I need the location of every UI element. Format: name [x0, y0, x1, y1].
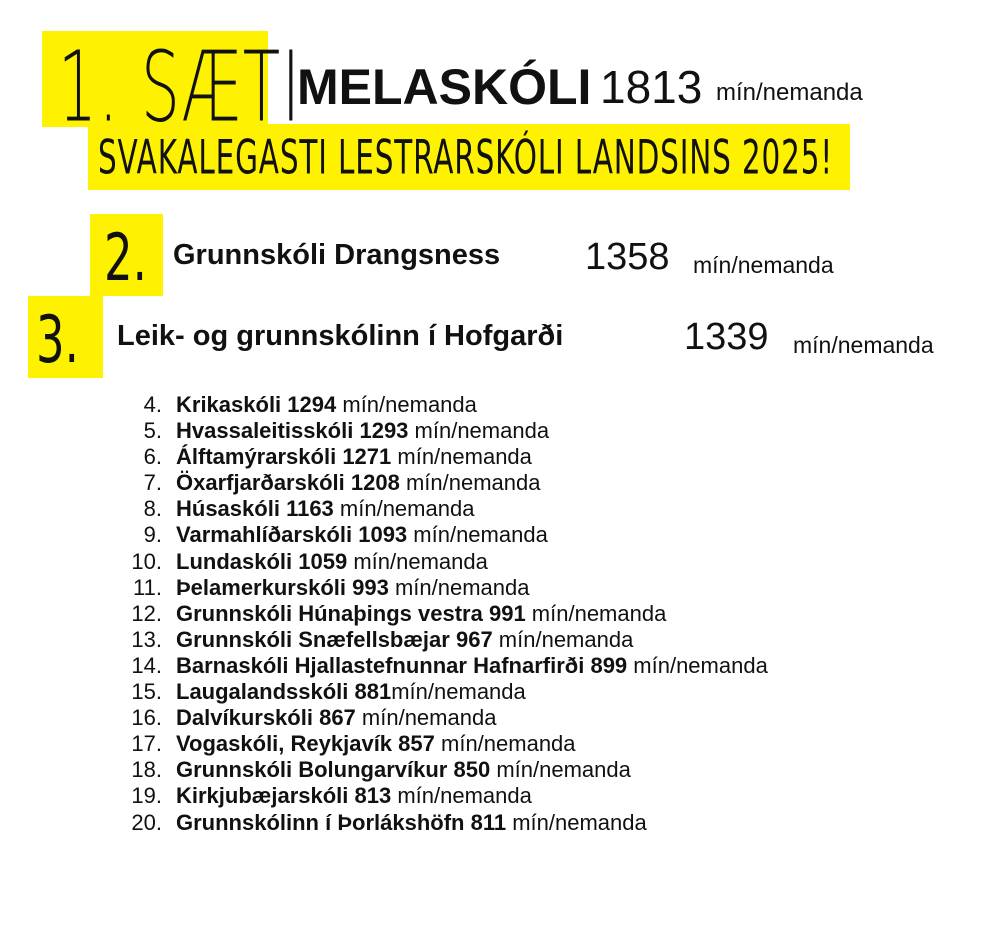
list-item	[110, 444, 768, 470]
school-name: Dalvíkurskóli	[176, 705, 313, 731]
second-value: 1358	[585, 236, 670, 278]
list-item	[110, 653, 768, 679]
list-item	[110, 601, 768, 627]
minutes-value: 1271	[342, 444, 392, 470]
rank-number: 20.	[131, 809, 162, 835]
school-name: Álftamýrarskóli	[176, 444, 337, 470]
list-item	[110, 627, 768, 653]
minutes-value: 899	[590, 652, 628, 678]
minutes-value: 993	[352, 574, 389, 600]
second-unit: mín/nemanda	[693, 252, 834, 278]
rank-number: 19.	[131, 783, 162, 809]
minutes-value: 857	[398, 731, 435, 757]
list-item	[110, 705, 768, 731]
list-item	[110, 575, 768, 601]
third-rank-label: 3.	[36, 302, 79, 378]
rank-number: 4.	[143, 392, 162, 417]
school-name: Grunnskóli Snæfellsbæjar	[176, 626, 450, 652]
banner-text: SVAKALEGASTI LESTRARSKÓLI LANDSINS 2025!	[98, 132, 833, 186]
list-item	[110, 392, 768, 418]
minutes-value: 991	[488, 600, 526, 626]
third-school: Leik- og grunnskólinn í Hofgarði	[117, 320, 564, 352]
first-value: 1813	[600, 61, 703, 113]
ranking-list	[110, 392, 768, 836]
first-school: MELASKÓLI	[297, 59, 592, 115]
unit-label: mín/nemanda	[347, 548, 488, 574]
unit-label: mín/nemanda	[336, 392, 477, 417]
second-rank-label: 2.	[104, 220, 147, 296]
school-name: Vogaskóli, Reykjavík	[176, 731, 393, 757]
minutes-value: 881	[354, 679, 392, 705]
unit-label: mín/nemanda	[391, 444, 532, 470]
minutes-value: 1293	[359, 418, 409, 444]
rank-number: 8.	[143, 496, 162, 522]
minutes-value: 813	[354, 783, 392, 809]
minutes-value: 867	[319, 705, 356, 731]
list-item	[110, 731, 768, 757]
unit-label: mín/nemanda	[333, 496, 475, 522]
list-item	[110, 549, 768, 575]
unit-label: mín/nemanda	[525, 600, 667, 626]
school-name: Grunnskólinn í Þorlákshöfn	[176, 809, 465, 835]
list-item	[110, 470, 768, 496]
unit-label: mín/nemanda	[355, 705, 497, 731]
rank-number: 9.	[143, 522, 162, 548]
unit-label: mín/nemanda	[391, 783, 532, 809]
minutes-value: 1093	[358, 522, 408, 548]
list-item	[110, 522, 768, 548]
school-name: Lundaskóli	[176, 548, 293, 574]
unit-label: mín/nemanda	[506, 809, 647, 835]
unit-label: mín/nemanda	[490, 757, 631, 783]
rank-number: 16.	[131, 705, 162, 731]
rank-number: 17.	[131, 731, 162, 757]
rank-number: 11.	[133, 574, 162, 600]
school-name: Laugalandsskóli	[176, 679, 349, 705]
first-rank-label: 1. SÆTI	[58, 30, 302, 144]
school-name: Grunnskóli Húnaþings vestra	[176, 600, 483, 626]
rank-number: 7.	[143, 470, 162, 496]
rank-number: 13.	[131, 626, 162, 652]
minutes-value: 1163	[286, 496, 334, 522]
third-value: 1339	[684, 316, 769, 358]
rank-number: 12.	[131, 600, 162, 626]
school-name: Þelamerkurskóli	[176, 574, 346, 600]
rank-number: 15.	[131, 679, 162, 705]
unit-label: mín/nemanda	[408, 418, 550, 444]
first-unit: mín/nemanda	[716, 79, 863, 106]
unit-label: mín/nemanda	[492, 626, 634, 652]
unit-label: mín/nemanda	[627, 652, 768, 678]
list-item	[110, 418, 768, 444]
school-name: Barnaskóli Hjallastefnunnar Hafnarfirði	[176, 652, 585, 678]
unit-label: mín/nemanda	[388, 574, 530, 600]
rank-number: 6.	[143, 444, 162, 470]
unit-label: mín/nemanda	[391, 679, 526, 705]
school-name: Hvassaleitisskóli	[176, 418, 354, 444]
minutes-value: 967	[455, 626, 493, 652]
rank-number: 10.	[131, 548, 162, 574]
minutes-value: 1208	[350, 470, 400, 496]
unit-label: mín/nemanda	[434, 731, 576, 757]
list-item	[110, 679, 768, 705]
school-name: Varmahlíðarskóli	[176, 522, 353, 548]
list-item	[110, 783, 768, 809]
school-name: Grunnskóli Bolungarvíkur	[176, 757, 448, 783]
unit-label: mín/nemanda	[399, 470, 541, 496]
list-item	[110, 757, 768, 783]
school-name: Krikaskóli	[176, 392, 282, 417]
minutes-value: 1294	[287, 392, 337, 417]
minutes-value: 811	[470, 809, 507, 835]
third-unit: mín/nemanda	[793, 332, 934, 358]
school-name: Húsaskóli	[176, 496, 280, 522]
list-item	[110, 810, 768, 836]
minutes-value: 850	[453, 757, 491, 783]
second-school: Grunnskóli Drangsness	[173, 239, 501, 271]
rank-number: 18.	[131, 757, 162, 783]
minutes-value: 1059	[298, 548, 348, 574]
school-name: Kirkjubæjarskóli	[176, 783, 349, 809]
rank-number: 5.	[143, 418, 162, 444]
unit-label: mín/nemanda	[407, 522, 548, 548]
rank-number: 14.	[131, 652, 162, 678]
list-item	[110, 496, 768, 522]
school-name: Öxarfjarðarskóli	[176, 470, 345, 496]
